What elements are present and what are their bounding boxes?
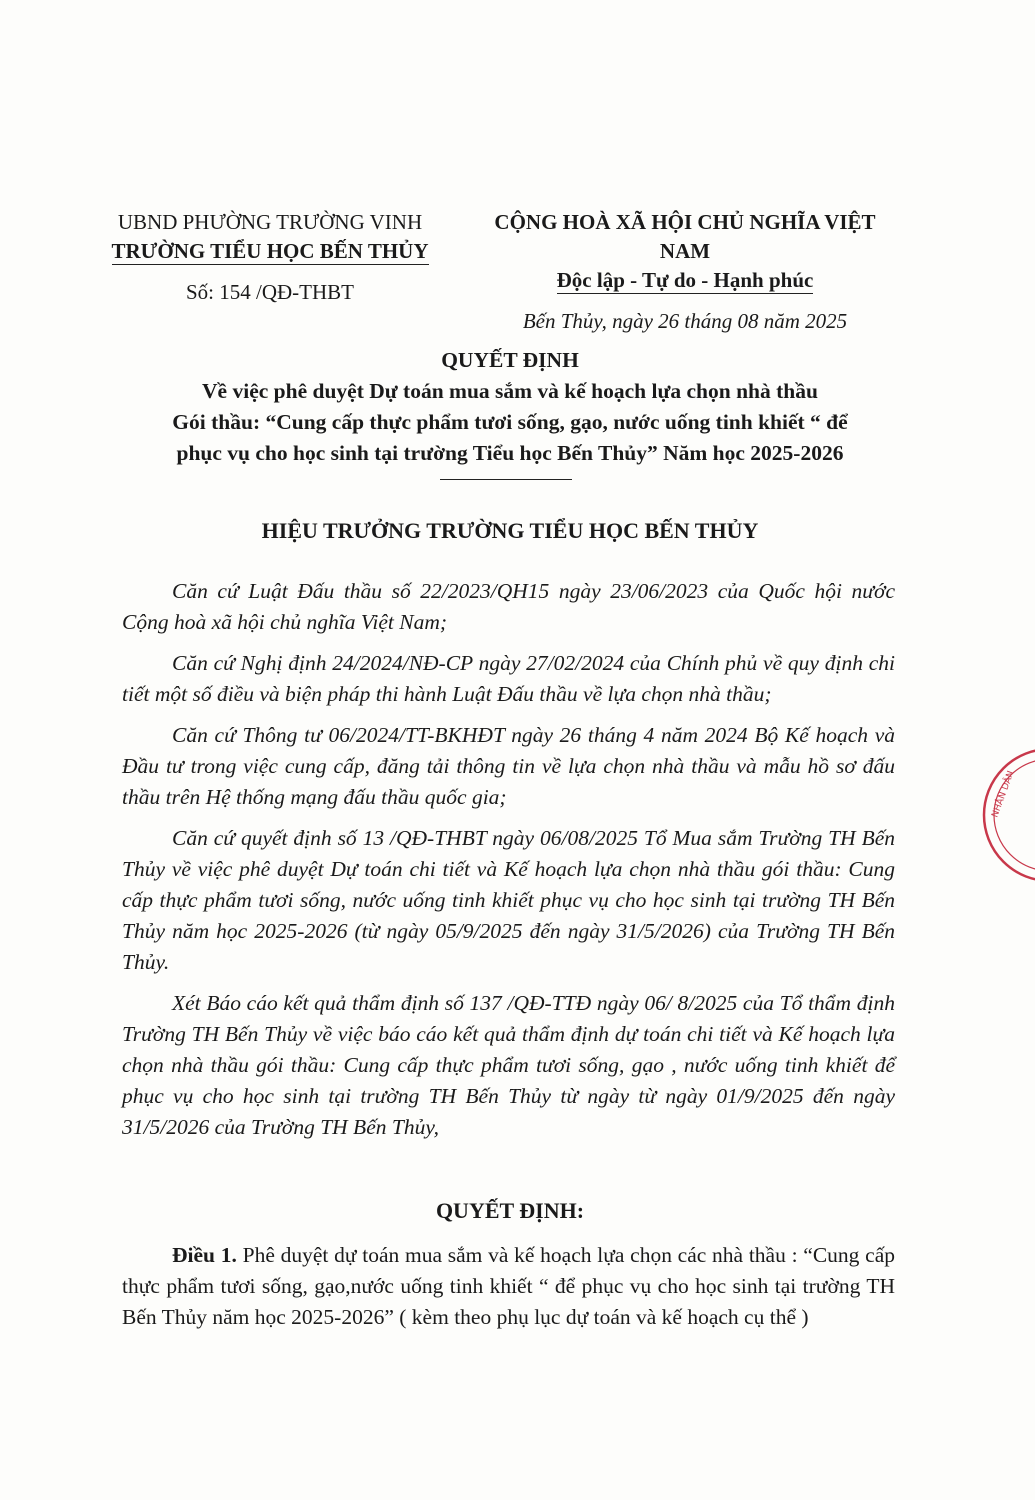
decision-subject-line-3: phục vụ cho học sinh tại trường Tiểu học Bến Thủy” Năm học 2025-2026 — [176, 441, 844, 465]
article-1-text: Phê duyệt dự toán mua sắm và kế hoạch lựa chọn các nhà thầu : “Cung cấp thực phẩm tươi sống, gạo,nước uống tinh khiết “ để phục vụ cho học sinh tại trường TH Bến Thủy năm học 2025-2026” ( kèm theo phụ lục dự toán và kế hoạch cụ thể ) — [122, 1243, 895, 1329]
ground-paragraph: Căn cứ Thông tư 06/2024/TT-BKHĐT ngày 26 tháng 4 năm 2024 Bộ Kế hoạch và Đầu tư trong việc cung cấp, đăng tải thông tin về lựa chọn nhà thầu và mẫu hồ sơ đấu thầu trên Hệ thống mạng đấu thầu quốc gia; — [122, 723, 895, 809]
decision-title-block — [150, 345, 870, 469]
legal-grounds — [122, 576, 895, 1153]
decision-title: QUYẾT ĐỊNH — [441, 348, 579, 372]
ground-paragraph: Xét Báo cáo kết quả thẩm định số 137 /QĐ-TTĐ ngày 06/ 8/2025 của Tổ thẩm định Trường TH Bến Thủy về việc báo cáo kết quả thẩm định dự toán chi tiết và Kế hoạch lựa chọn nhà thầu gói thầu: Cung cấp thực phẩm tươi sống, gạo , nước uống tinh khiết để phục vụ cho học sinh tại trường TH Bến Thủy từ ngày từ ngày 01/9/2025 đến ngày 31/5/2026 của Trường TH Bến Thủy, — [122, 991, 895, 1139]
national-title: CỘNG HOÀ XÃ HỘI CHỦ NGHĨA VIỆT NAM — [494, 210, 876, 263]
decision-subject-line-2: Gói thầu: “Cung cấp thực phẩm tươi sống, gạo, nước uống tinh khiết “ để — [172, 410, 848, 434]
school-name: TRƯỜNG TIỂU HỌC BẾN THỦY — [111, 239, 429, 263]
national-heading-block — [470, 208, 900, 336]
seal-lettering: NHÂN DÂN — [990, 769, 1017, 820]
decision-subject-line-1: Về việc phê duyệt Dự toán mua sắm và kế hoạch lựa chọn nhà thầu — [202, 379, 818, 403]
national-motto: Độc lập - Tự do - Hạnh phúc — [556, 268, 814, 292]
ground-paragraph: Căn cứ quyết định số 13 /QĐ-THBT ngày 06/08/2025 Tổ Mua sắm Trường TH Bến Thủy về việc phê duyệt Dự toán chi tiết và Kế hoạch lựa chọn nhà thầu gói thầu: Cung cấp thực phẩm tươi sống, nước uống tinh khiết phục vụ cho học sinh tại trường TH Bến Thủy năm học 2025-2026 (từ ngày 05/9/2025 đến ngày 31/5/2026) của Trường TH Bến Thủy. — [122, 826, 895, 974]
decision-heading: QUYẾT ĐỊNH: — [435, 1198, 585, 1223]
article-1 — [122, 1240, 895, 1333]
issuing-agency-block — [100, 208, 440, 307]
red-seal-fragment — [975, 740, 1035, 890]
place-date: Bến Thủy, ngày 26 tháng 08 năm 2025 — [522, 309, 848, 333]
article-1-label: Điều 1. — [172, 1243, 237, 1267]
issuing-authority: HIỆU TRƯỞNG TRƯỜNG TIỂU HỌC BẾN THỦY — [261, 518, 759, 543]
title-divider — [440, 479, 572, 480]
agency-name: UBND PHƯỜNG TRƯỜNG VINH — [117, 210, 423, 234]
ground-paragraph: Căn cứ Nghị định 24/2024/NĐ-CP ngày 27/02/2024 của Chính phủ về quy định chi tiết một số điều và biện pháp thi hành Luật Đấu thầu về lựa chọn nhà thầu; — [122, 651, 895, 706]
ground-paragraph: Căn cứ Luật Đấu thầu số 22/2023/QH15 ngày 23/06/2023 của Quốc hội nước Cộng hoà xã hội chủ nghĩa Việt Nam; — [122, 579, 895, 634]
document-number: Số: 154 /QĐ-THBT — [186, 280, 354, 304]
